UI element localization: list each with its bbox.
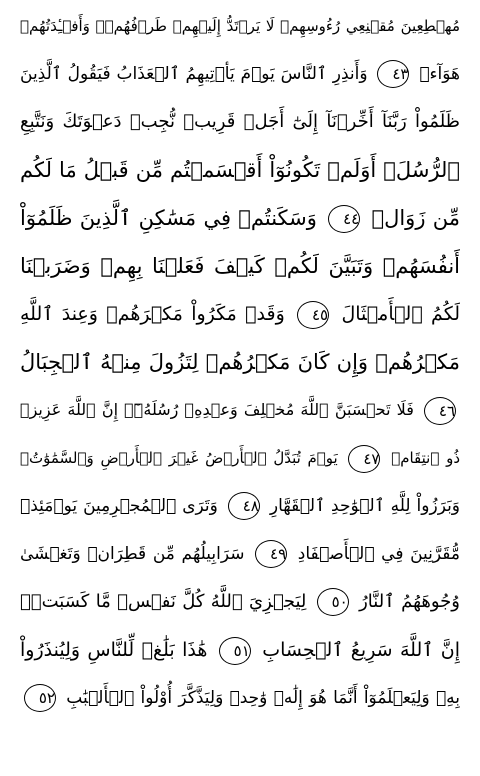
verse-text: لِيَجۡزِيَ ٱللَّهُ كُلَّ نَفۡسٖ مَّا كَسَبَتۡۚ <box>20 591 307 612</box>
verse-text: وَبَرَزُواْ لِلَّهِ ٱلۡوَٰحِدِ ٱلۡقَهَّارِ <box>269 496 460 516</box>
ayah-number-marker: ٤٣ <box>377 60 409 88</box>
text-line <box>20 532 460 576</box>
text-line <box>20 52 460 96</box>
verse-text: ظَلَمُواْ رَبَّنَآ أَخِّرۡنَآ إِلَىٰٓ أَجَلٖ قَرِيبٖ نُّجِبۡ دَعۡوَتَكَ وَنَتَّبِعِ <box>20 111 460 132</box>
verse-text: وَسَكَنتُمۡ فِي مَسَٰكِنِ ٱلَّذِينَ ظَلَمُوٓاْ <box>20 206 317 230</box>
verse-text: وَأَنذِرِ ٱلنَّاسَ يَوۡمَ يَأۡتِيهِمُ ٱلۡعَذَابُ فَيَقُولُ ٱلَّذِينَ <box>20 64 368 84</box>
ayah-number-marker: ٥٠ <box>317 588 349 616</box>
ayah-number-marker: ٤٨ <box>228 492 260 520</box>
verse-text: وَتَرَى ٱلۡمُجۡرِمِينَ يَوۡمَئِذٖ <box>20 496 218 516</box>
verse-text: ٱلرُّسُلَۗ أَوَلَمۡ تَكُونُوٓاْ أَقۡسَمۡتُم مِّن قَبۡلُ مَا لَكُم <box>20 158 460 182</box>
ayah-number-marker: ٤٥ <box>297 301 329 329</box>
text-line <box>20 196 460 240</box>
verse-text: بِهِۦ وَلِيَعۡلَمُوٓاْ أَنَّمَا هُوَ إِلَٰهٞ وَٰحِدٞ وَلِيَذَّكَّرَ أُوْلُواْ ٱلۡأَلۡبَٰبِ <box>66 688 460 708</box>
text-line <box>20 148 460 192</box>
verse-text: يَوۡمَ تُبَدَّلُ ٱلۡأَرۡضُ غَيۡرَ ٱلۡأَرۡضِ وَٱلسَّمَٰوَٰتُۖ <box>20 449 338 467</box>
text-line <box>20 4 460 48</box>
verse-text: سَرَابِيلُهُم مِّن قَطِرَانٖ وَتَغۡشَىٰ <box>20 544 245 564</box>
verse-text: مَكۡرُهُمۡ وَإِن كَانَ مَكۡرُهُمۡ لِتَزُولَ مِنۡهُ ٱلۡجِبَالُ <box>20 350 460 374</box>
text-line <box>20 244 460 288</box>
verse-text: وَقَدۡ مَكَرُواْ مَكۡرَهُمۡ وَعِندَ ٱللَّهِ <box>20 303 285 325</box>
ayah-number-marker: ٤٤ <box>328 205 360 233</box>
ayah-number-marker: ٤٩ <box>255 540 287 568</box>
verse-text: مُهۡطِعِينَ مُقۡنِعِي رُءُوسِهِمۡ لَا يَرۡتَدُّ إِلَيۡهِمۡ طَرۡفُهُمۡۖ وَأَفۡـِٔدَتُهُمۡ <box>20 17 460 35</box>
text-line <box>20 388 460 432</box>
verse-text: فَلَا تَحۡسَبَنَّ ٱللَّهَ مُخۡلِفَ وَعۡدِهِۦ رُسُلَهُۥٓۚ إِنَّ ٱللَّهَ عَزِيزٞ <box>20 400 414 419</box>
ayah-number-marker: ٥٢ <box>24 684 56 712</box>
verse-text: وُجُوهَهُمُ ٱلنَّارُ <box>359 591 460 612</box>
verse-text: هَوَآءٞ <box>419 64 460 84</box>
verse-text: مِّن زَوَالٖ <box>371 206 460 230</box>
text-line <box>20 484 460 528</box>
text-line <box>20 676 460 720</box>
verse-text: أَنفُسَهُمۡ وَتَبَيَّنَ لَكُمۡ كَيۡفَ فَعَلۡنَا بِهِمۡ وَضَرَبۡنَا <box>20 254 460 278</box>
verse-text: مُّقَرَّنِينَ فِي ٱلۡأَصۡفَادِ <box>297 544 460 564</box>
text-line <box>20 100 460 144</box>
text-line <box>20 580 460 624</box>
ayah-number-marker: ٤٧ <box>348 445 380 473</box>
text-line <box>20 436 460 480</box>
text-line <box>20 628 460 672</box>
ayah-number-marker: ٤٦ <box>424 397 456 425</box>
ayah-number-marker: ٥١ <box>219 637 251 665</box>
verse-text: ذُو ٱنتِقَامٖ <box>391 449 460 467</box>
verse-text: لَكُمُ ٱلۡأَمۡثَالَ <box>341 303 460 325</box>
text-line <box>20 340 460 384</box>
verse-text: هَٰذَا بَلَٰغٞ لِّلنَّاسِ وَلِيُنذَرُواْ <box>20 639 208 661</box>
text-line <box>20 292 460 336</box>
verse-text: إِنَّ ٱللَّهَ سَرِيعُ ٱلۡحِسَابِ <box>262 639 460 661</box>
